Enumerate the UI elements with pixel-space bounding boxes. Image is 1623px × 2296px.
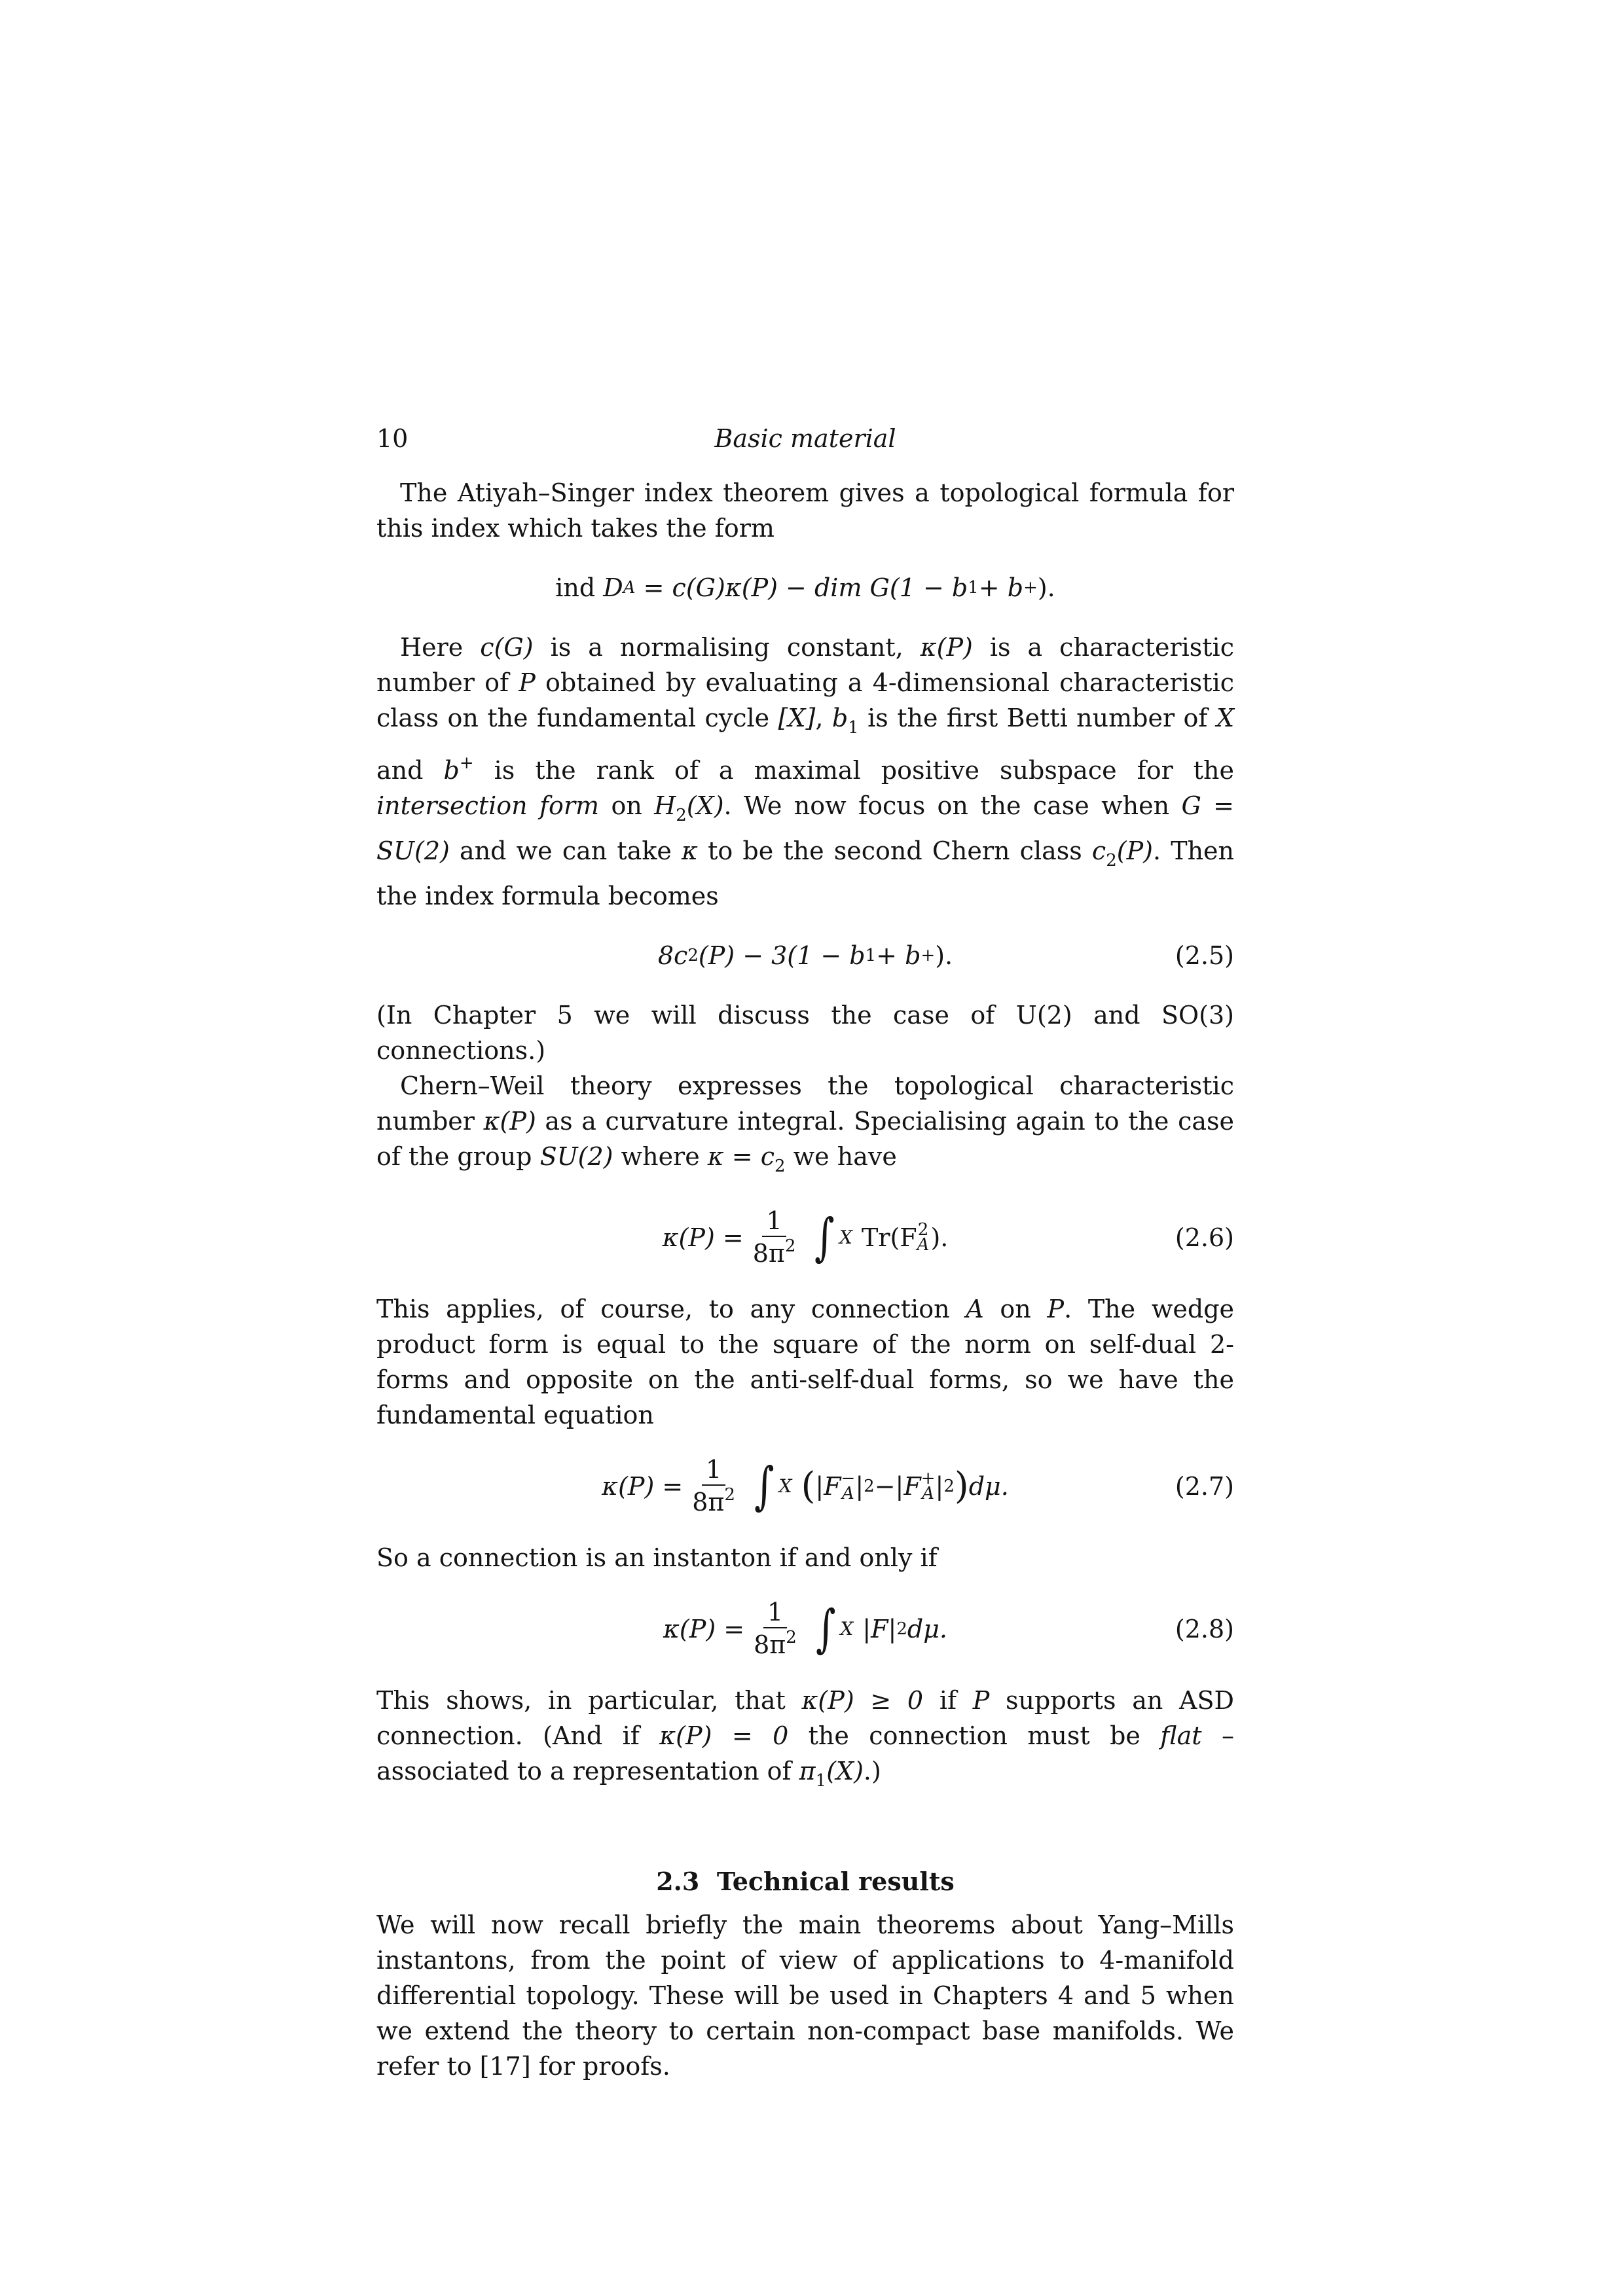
equation-number-2-5: (2.5)	[1175, 941, 1234, 970]
fraction-1-over-8pi2: $\frac{1}{8\pi^2}$	[692, 1455, 735, 1516]
page-number: 10	[376, 424, 409, 453]
section-heading: 2.3 Technical results	[656, 1867, 955, 1896]
equation-number-2-6: (2.6)	[1175, 1223, 1234, 1252]
integral-sign: ∫	[815, 1600, 836, 1659]
paragraph-instanton-condition: So a connection is an instanton if and only if	[376, 1543, 938, 1572]
equation-2-8: κ(P) = $\frac{1}{8\pi^2}$ ∫ X |F| 2 dμ. (2.8)	[663, 1598, 1234, 1659]
equation-2-7: κ(P) = $\frac{1}{8\pi^2}$ ∫ X ( |F − A | 2 − |F + A | 2 ) dμ. (2.7)	[602, 1455, 1234, 1516]
running-header	[376, 424, 1234, 457]
equation-number-2-8: (2.8)	[1175, 1615, 1234, 1643]
running-title: Basic material	[714, 424, 896, 453]
equation-number-2-7: (2.7)	[1175, 1472, 1234, 1501]
paragraph-chapter5-note: (In Chapter 5 we will discuss the case of U(2) and SO(3) connections.)	[376, 1001, 1234, 1065]
paragraph-chern-weil: Chern–Weil theory expresses the topological characteristic number κ(P) as a curvature integral. Specialising again to the case of the group SU(2) where $\kappa = c_2$ we have	[376, 1071, 1234, 1176]
emphasis-intersection-form: intersection form	[376, 791, 600, 820]
fraction-1-over-8pi2: $\frac{1}{8\pi^2}$	[752, 1206, 796, 1268]
equation-2-5: 8c 2 (P) − 3(1 − b 1 + b + ). (2.5)	[376, 936, 1234, 975]
integral-sign: ∫	[814, 1208, 835, 1267]
paragraph-wedge-product: This applies, of course, to any connection A on P. The wedge product form is equal to the square of the norm on self-dual 2-forms and opposite on the anti-self-dual forms, so we have the fundamental equation	[376, 1295, 1235, 1429]
paragraph-intro: The Atiyah–Singer index theorem gives a topological formula for this index which takes the form	[376, 478, 1234, 543]
integral-sign: ∫	[754, 1457, 775, 1516]
body-text	[376, 475, 1234, 2084]
emphasis-flat: flat	[1160, 1721, 1202, 1750]
paragraph-asd-consequence: This shows, in particular, that κ(P) ≥ 0 if P supports an ASD connection. (And if κ(P) = 0 the connection must be flat – associated to a representation of $\pi_1(X)$.)	[376, 1686, 1235, 1791]
paragraph-technical-results: We will now recall briefly the main theorems about Yang–Mills instantons, from the point of view of applications to 4-manifold differential topology. These will be used in Chapters 4 and 5 when we extend the theory to certain non-compact base manifolds. We refer to [17] for proofs.	[376, 1910, 1234, 2081]
paragraph-index-explanation: Here c(G) is a normalising constant, κ(P) is a characteristic number of P obtained by evaluating a 4-dimensional characteristic class on the fundamental cycle [X], $b_1$ is the first Betti number of X and b+ is the rank of a maximal positive subspace for the intersection form on $H_2(X)$. We now focus on the case when G = SU(2) and we can take κ to be the second Chern class $c_2(P)$. Then the index formula becomes	[376, 633, 1235, 910]
equation-2-6: κ(P) = $\frac{1}{8\pi^2}$ ∫ X Tr(F 2 A ). (2.6)	[662, 1206, 1234, 1268]
fraction-1-over-8pi2: $\frac{1}{8\pi^2}$	[754, 1598, 797, 1659]
equation-index: ind D A = c(G)κ(P) − dim G(1 − b 1 + b + ).	[555, 573, 1055, 602]
